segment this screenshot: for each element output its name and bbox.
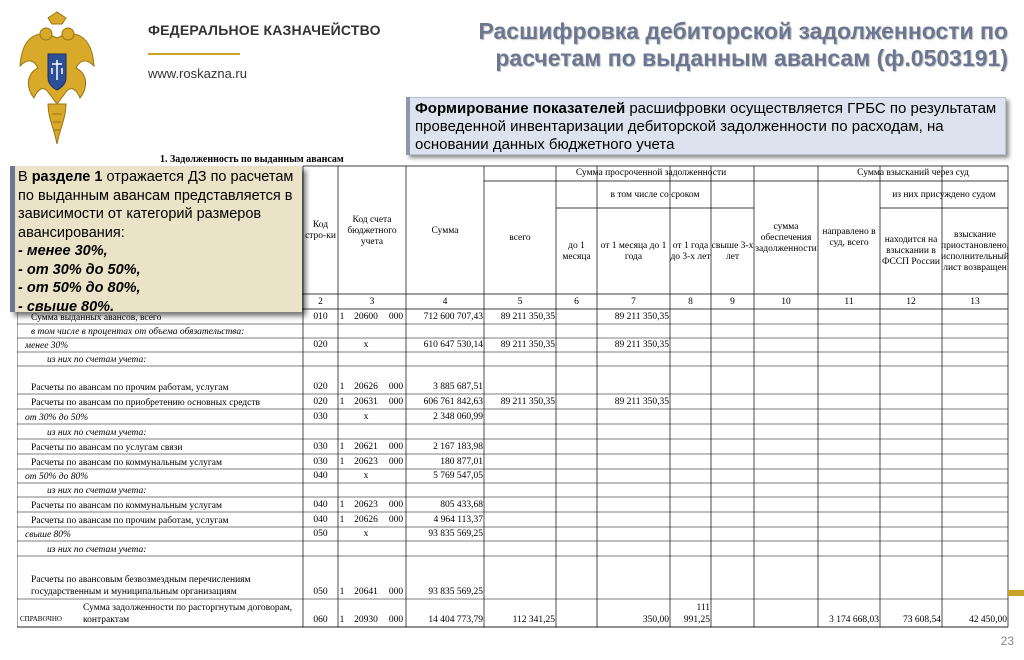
table-cell-a3: 000: [388, 587, 404, 597]
column-number: 8: [688, 296, 693, 307]
table-cell-code: 040: [313, 515, 328, 525]
table-cell-label: свыше 80%: [25, 530, 71, 540]
hdr-total: всего: [509, 232, 531, 243]
table-cell-sum: 5 769 547,05: [433, 471, 483, 481]
table-cell-code: 040: [313, 500, 328, 510]
table-cell-sum: 2 348 060,99: [433, 412, 483, 422]
org-name: ФЕДЕРАЛЬНОЕ КАЗНАЧЕЙСТВО: [148, 22, 381, 38]
divider: [148, 53, 240, 55]
table-cell-sum: 712 600 707,43: [423, 312, 483, 322]
table-cell-a1: 1: [339, 457, 345, 467]
table-cell-label: в том числе в процентах от объема обязательства:: [31, 327, 245, 337]
table-cell-sum: 93 835 569,25: [428, 587, 483, 597]
note-box: [406, 97, 1006, 155]
table-cell-label: Расчеты по авансам по приобретению основных средств: [31, 398, 260, 408]
table-cell-total: 89 211 350,35: [500, 312, 555, 322]
table-cell-code: 060: [313, 615, 328, 625]
table-cell-a2: 20631: [354, 397, 378, 407]
callout-accent: [10, 166, 15, 312]
table-cell-label: менее 30%: [25, 341, 69, 351]
callout-box: [10, 166, 302, 315]
table-cell-a2: x: [363, 340, 369, 350]
column-number: 13: [970, 296, 980, 307]
hdr-recovery: Сумма взысканий через суд: [857, 168, 969, 178]
column-number: 5: [517, 296, 523, 307]
hdr-sum: Сумма: [431, 225, 459, 236]
hdr-court-awarded: из них присуждено судом: [892, 189, 996, 200]
table-cell-label: из них по счетам учета:: [47, 428, 147, 438]
table-cell-code: 050: [313, 529, 328, 539]
table-cell-fssp: 73 608,54: [903, 615, 941, 625]
table-cell-code: 010: [313, 312, 328, 322]
table-cell-t2: 89 211 350,35: [614, 312, 669, 322]
hdr-suspended: взыскание приостановлено, исполнительный лист возвращен: [941, 229, 1009, 273]
callout-item: - от 30% до 50%,: [18, 261, 141, 278]
table-cell-total: 89 211 350,35: [500, 397, 555, 407]
callout-item: - менее 30%,: [18, 243, 108, 259]
table-cell-a2: 20623: [354, 457, 378, 467]
table-cell-a2: 20641: [354, 587, 378, 597]
table-cell-a3: 000: [388, 457, 404, 467]
callout-item: - от 50% до 80%,: [18, 280, 141, 296]
table-cell-label: Расчеты по авансам по услугам связи: [31, 443, 183, 453]
treasury-emblem-icon: [18, 8, 96, 148]
table-cell-code: 030: [313, 412, 328, 422]
callout-item: - свыше 80%.: [18, 298, 115, 315]
table-cell-a2: x: [363, 412, 369, 422]
table-cell-a2: 20626: [354, 515, 378, 525]
hdr-term-1: до 1 месяца: [562, 240, 591, 262]
table-cell-code: 030: [313, 457, 328, 467]
table-cell-a1: 1: [339, 587, 345, 597]
hdr-security: сумма обеспечения задолженности: [755, 221, 817, 254]
table-cell-label: из них по счетам учета:: [47, 486, 147, 496]
hdr-overdue: Сумма просроченной задолженности: [575, 168, 727, 178]
table-cell-label: Расчеты по авансовым безвозмездным перечислениям государственным и муниципальным организациям: [31, 575, 251, 597]
table-cell-t3: 111 991,25: [683, 603, 710, 625]
column-number: 6: [574, 296, 579, 307]
table-cell-a1: 1: [339, 442, 345, 452]
table-cell-code: 030: [313, 442, 328, 452]
table-cell-t2: 350,00: [642, 615, 669, 625]
table-cell-a3: 000: [388, 312, 404, 322]
table-cell-a2: x: [363, 529, 369, 539]
hdr-term-4: свыше 3-х лет: [711, 240, 754, 262]
table-cell-label: Расчеты по авансам по коммунальным услугам: [31, 501, 223, 511]
table-cell-code: 040: [313, 471, 328, 481]
hdr-account-code: Код счета бюджетного учета: [347, 214, 397, 247]
table-cell-sum: 606 761 842,63: [423, 397, 483, 407]
table-cell-a2: 20930: [354, 615, 378, 625]
hdr-by-term: в том числе со сроком: [610, 189, 700, 200]
table-cell-t2: 89 211 350,35: [614, 340, 669, 350]
column-number: 4: [442, 296, 448, 307]
table-cell-a2: 20600: [354, 312, 378, 322]
table-cell-code: 020: [313, 340, 328, 350]
table-cell-label: из них по счетам учета:: [47, 355, 147, 365]
table-cell-tag: СПРАВОЧНО: [20, 615, 62, 623]
column-number: 3: [369, 296, 375, 307]
table-cell-code: 020: [313, 397, 328, 407]
column-number: 11: [844, 296, 854, 307]
table-cell-total: 89 211 350,35: [500, 340, 555, 350]
table-cell-a1: 1: [339, 397, 345, 407]
table-cell-sum: 4 964 113,37: [433, 515, 483, 525]
table-cell-label: от 30% до 50%: [25, 413, 89, 423]
column-number: 7: [631, 296, 636, 307]
table-cell-label: из них по счетам учета:: [47, 545, 147, 555]
hdr-fssp: находится на взыскании в ФССП России: [881, 235, 941, 267]
hdr-term-3: от 1 года до 3-х лет: [670, 240, 711, 262]
table-cell-a3: 000: [388, 382, 404, 392]
column-number: 12: [906, 296, 916, 307]
hdr-court-total: направлено в суд, всего: [822, 227, 876, 248]
hdr-line-code: Код стро-ки: [305, 220, 336, 241]
section-title: 1. Задолженность по выданным авансам: [160, 154, 344, 165]
title-line-1: Расшифровка дебиторской задолженности по: [478, 18, 1008, 44]
table-cell-a1: 1: [339, 615, 345, 625]
site-link[interactable]: www.roskazna.ru: [148, 66, 247, 81]
table-cell-label: Сумма задолженности по расторгнутым договорам, контрактам: [83, 603, 293, 625]
column-number: 10: [781, 296, 791, 307]
hdr-term-2: от 1 месяца до 1 года: [600, 240, 667, 262]
table-cell-a3: 000: [388, 500, 404, 510]
callout-bold: разделе 1: [31, 169, 103, 185]
note-bold: Формирование показателей: [415, 100, 626, 117]
table-cell-a2: 20626: [354, 382, 378, 392]
table-cell-a1: 1: [339, 312, 345, 322]
table-cell-sum: 805 433,68: [440, 500, 483, 510]
table-cell-label: от 50% до 80%: [25, 472, 89, 482]
decor-strip: [1008, 590, 1024, 596]
table-cell-a3: 000: [388, 442, 404, 452]
title-line-2: расчетам по выданным авансам (ф.0503191): [495, 45, 1008, 71]
table-cell-label: Расчеты по авансам по прочим работам, услугам: [31, 516, 229, 526]
column-number: 2: [318, 296, 323, 307]
note-accent: [406, 97, 410, 155]
table-cell-a1: 1: [339, 500, 345, 510]
table-cell-code: 050: [313, 587, 328, 597]
table-cell-a3: 000: [388, 615, 404, 625]
table-cell-sum: 180 877,01: [440, 457, 483, 467]
table-cell-a2: 20623: [354, 500, 378, 510]
table-cell-suspended: 42 450,00: [969, 615, 1007, 625]
callout-prefix: В: [18, 169, 32, 185]
table-cell-sum: 3 885 687,51: [433, 382, 483, 392]
table-cell-t2: 89 211 350,35: [614, 397, 669, 407]
table-cell-label: Сумма выданных авансов, всего: [31, 313, 162, 323]
table-cell-court_total: 3 174 668,03: [829, 615, 879, 625]
table-cell-a3: 000: [388, 515, 404, 525]
table-cell-a1: 1: [339, 382, 345, 392]
table-cell-label: Расчеты по авансам по коммунальным услугам: [31, 458, 223, 468]
table-cell-sum: 93 835 569,25: [428, 529, 483, 539]
table-cell-a2: x: [363, 471, 369, 481]
table-cell-a1: 1: [339, 515, 345, 525]
table-cell-a2: 20621: [354, 442, 378, 452]
page-title: [388, 18, 1008, 72]
table-cell-total: 112 341,25: [512, 615, 555, 625]
page-number: 23: [1000, 634, 1014, 648]
callout-text: отражается ДЗ по расчетам по выданным авансам представляется в зависимости от категорий размеров авансирования:: [18, 169, 294, 241]
table-cell-sum: 2 167 183,98: [433, 442, 483, 452]
table-cell-a3: 000: [388, 397, 404, 407]
table-cell-code: 020: [313, 382, 328, 392]
note-text: расшифровки осуществляется ГРБС по результатам проведенной инвентаризации дебиторской задолженности по расходам, на основании данных бюджетного учета: [415, 100, 997, 153]
column-number: 9: [730, 296, 735, 307]
table-cell-sum: 610 647 530,14: [423, 340, 483, 350]
table-cell-label: Расчеты по авансам по прочим работам, услугам: [31, 383, 229, 393]
table-cell-sum: 14 404 773,79: [428, 615, 483, 625]
